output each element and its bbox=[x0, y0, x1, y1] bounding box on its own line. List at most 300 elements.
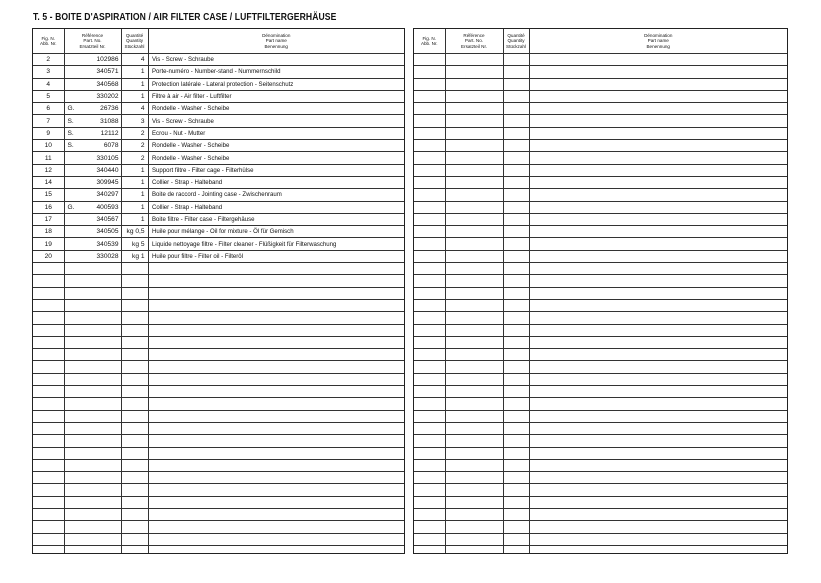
cell-fig bbox=[414, 459, 445, 471]
cell-reference: G. 26736 bbox=[64, 103, 121, 115]
cell-quantity bbox=[503, 410, 529, 422]
cell-denomination bbox=[148, 459, 404, 471]
cell-quantity bbox=[503, 226, 529, 238]
cell-fig bbox=[33, 336, 64, 348]
table-row bbox=[33, 164, 404, 176]
table-row bbox=[33, 140, 404, 152]
cell-denomination: Vis - Screw - Schraube bbox=[148, 54, 404, 66]
cell-fig bbox=[414, 484, 445, 496]
cell-fig bbox=[414, 398, 445, 410]
cell-quantity bbox=[503, 422, 529, 434]
cell-denomination bbox=[529, 336, 787, 348]
table-header-row bbox=[33, 29, 404, 54]
table-row-empty bbox=[414, 176, 787, 188]
table-row-empty bbox=[414, 447, 787, 459]
table-row-empty bbox=[414, 103, 787, 115]
table-row-empty bbox=[414, 201, 787, 213]
cell-reference bbox=[64, 349, 121, 361]
cell-fig bbox=[414, 66, 445, 78]
table-row-empty bbox=[33, 312, 404, 324]
table-row-empty bbox=[33, 447, 404, 459]
table-row-empty bbox=[33, 508, 404, 520]
cell-quantity: 2 bbox=[121, 127, 148, 139]
cell-fig bbox=[414, 496, 445, 508]
cell-quantity bbox=[503, 250, 529, 262]
cell-quantity bbox=[121, 447, 148, 459]
cell-quantity bbox=[503, 349, 529, 361]
table-row-empty bbox=[414, 275, 787, 287]
cell-quantity bbox=[503, 115, 529, 127]
table-row-empty bbox=[33, 324, 404, 336]
cell-reference bbox=[445, 201, 503, 213]
table-row-empty bbox=[33, 398, 404, 410]
cell-quantity bbox=[121, 263, 148, 275]
cell-denomination bbox=[529, 324, 787, 336]
cell-denomination bbox=[148, 435, 404, 447]
parts-table-left bbox=[33, 29, 404, 554]
cell-fig: 19 bbox=[33, 238, 64, 250]
cell-quantity bbox=[503, 263, 529, 275]
cell-reference bbox=[445, 115, 503, 127]
cell-reference bbox=[64, 508, 121, 520]
cell-reference bbox=[445, 250, 503, 262]
table-row-empty bbox=[414, 472, 787, 484]
table-row-empty bbox=[414, 140, 787, 152]
cell-reference bbox=[64, 447, 121, 459]
cell-denomination bbox=[148, 496, 404, 508]
cell-denomination bbox=[148, 410, 404, 422]
cell-denomination: Huile pour mélange - Oil for mixture - Öl für Gemisch bbox=[148, 226, 404, 238]
cell-fig: 12 bbox=[33, 164, 64, 176]
cell-quantity bbox=[503, 152, 529, 164]
cell-reference bbox=[445, 103, 503, 115]
cell-denomination bbox=[529, 90, 787, 102]
cell-quantity bbox=[503, 447, 529, 459]
column-header-fig: Fig. N. Abb. Nr. bbox=[414, 29, 445, 54]
cell-denomination: Collier - Strap - Halteband bbox=[148, 176, 404, 188]
table-row-empty bbox=[414, 398, 787, 410]
table-row-empty bbox=[414, 496, 787, 508]
table-row-empty bbox=[414, 66, 787, 78]
cell-denomination bbox=[529, 484, 787, 496]
cell-denomination bbox=[529, 275, 787, 287]
cell-denomination bbox=[148, 422, 404, 434]
table-row-empty bbox=[414, 373, 787, 385]
cell-reference bbox=[445, 238, 503, 250]
table-row-empty bbox=[414, 287, 787, 299]
cell-fig bbox=[414, 250, 445, 262]
table-row-empty bbox=[414, 54, 787, 66]
cell-denomination bbox=[529, 545, 787, 554]
cell-reference bbox=[64, 545, 121, 554]
cell-quantity bbox=[121, 398, 148, 410]
cell-fig bbox=[414, 275, 445, 287]
table-row-empty bbox=[33, 410, 404, 422]
cell-quantity bbox=[503, 386, 529, 398]
table-row-empty bbox=[33, 459, 404, 471]
cell-fig bbox=[414, 336, 445, 348]
cell-quantity bbox=[503, 496, 529, 508]
table-row-empty bbox=[33, 484, 404, 496]
cell-fig bbox=[33, 533, 64, 545]
cell-fig: 11 bbox=[33, 152, 64, 164]
cell-quantity bbox=[503, 336, 529, 348]
cell-denomination: Collier - Strap - Halteband bbox=[148, 201, 404, 213]
cell-fig bbox=[33, 361, 64, 373]
cell-reference bbox=[64, 435, 121, 447]
table-row-empty bbox=[414, 299, 787, 311]
cell-quantity bbox=[503, 213, 529, 225]
cell-denomination bbox=[529, 238, 787, 250]
table-row bbox=[33, 189, 404, 201]
cell-denomination: Liquide nettoyage filtre - Filter cleaner - Flüßigkeit für Filterwaschung bbox=[148, 238, 404, 250]
cell-quantity bbox=[121, 324, 148, 336]
cell-reference bbox=[64, 336, 121, 348]
cell-fig bbox=[33, 373, 64, 385]
cell-fig: 16 bbox=[33, 201, 64, 213]
cell-quantity bbox=[503, 238, 529, 250]
table-row-empty bbox=[414, 115, 787, 127]
cell-quantity bbox=[503, 127, 529, 139]
table-row bbox=[33, 176, 404, 188]
table-row-empty bbox=[414, 349, 787, 361]
cell-quantity bbox=[121, 336, 148, 348]
cell-denomination bbox=[529, 386, 787, 398]
cell-reference: 340297 bbox=[64, 189, 121, 201]
cell-denomination bbox=[529, 349, 787, 361]
cell-quantity bbox=[121, 299, 148, 311]
cell-quantity bbox=[503, 189, 529, 201]
cell-fig: 5 bbox=[33, 90, 64, 102]
cell-fig: 18 bbox=[33, 226, 64, 238]
cell-reference bbox=[64, 496, 121, 508]
cell-reference bbox=[445, 484, 503, 496]
table-row bbox=[33, 54, 404, 66]
cell-quantity bbox=[121, 386, 148, 398]
cell-denomination bbox=[148, 545, 404, 554]
cell-quantity: kg 5 bbox=[121, 238, 148, 250]
cell-quantity bbox=[503, 140, 529, 152]
cell-reference bbox=[445, 78, 503, 90]
table-row-empty bbox=[414, 533, 787, 545]
cell-fig bbox=[33, 496, 64, 508]
cell-fig bbox=[33, 435, 64, 447]
cell-denomination bbox=[529, 398, 787, 410]
cell-fig bbox=[414, 54, 445, 66]
cell-reference bbox=[64, 275, 121, 287]
cell-reference: 102986 bbox=[64, 54, 121, 66]
cell-fig bbox=[414, 521, 445, 533]
cell-reference bbox=[445, 533, 503, 545]
cell-reference bbox=[445, 213, 503, 225]
cell-denomination bbox=[529, 103, 787, 115]
cell-fig bbox=[414, 435, 445, 447]
cell-fig: 6 bbox=[33, 103, 64, 115]
cell-quantity: 1 bbox=[121, 90, 148, 102]
cell-reference bbox=[64, 299, 121, 311]
cell-denomination: Huile pour filtre - Filter oil - Filteröl bbox=[148, 250, 404, 262]
table-row-empty bbox=[414, 164, 787, 176]
cell-quantity bbox=[503, 54, 529, 66]
table-row-empty bbox=[414, 226, 787, 238]
cell-denomination bbox=[148, 386, 404, 398]
cell-reference bbox=[64, 459, 121, 471]
cell-reference bbox=[445, 361, 503, 373]
cell-denomination: Filtre à air - Air filter - Luftfilter bbox=[148, 90, 404, 102]
column-header-denomination: Dénomination Part name Benennung bbox=[148, 29, 404, 54]
cell-fig bbox=[414, 78, 445, 90]
cell-reference bbox=[445, 140, 503, 152]
cell-denomination bbox=[529, 201, 787, 213]
cell-quantity bbox=[121, 484, 148, 496]
cell-denomination bbox=[529, 226, 787, 238]
cell-quantity: 2 bbox=[121, 152, 148, 164]
cell-fig bbox=[414, 422, 445, 434]
cell-quantity: 3 bbox=[121, 115, 148, 127]
cell-fig: 9 bbox=[33, 127, 64, 139]
cell-fig bbox=[414, 152, 445, 164]
cell-denomination bbox=[148, 508, 404, 520]
cell-reference: 340539 bbox=[64, 238, 121, 250]
cell-reference bbox=[64, 361, 121, 373]
cell-reference bbox=[64, 410, 121, 422]
table-row bbox=[33, 152, 404, 164]
cell-denomination bbox=[529, 127, 787, 139]
cell-quantity bbox=[503, 176, 529, 188]
table-row-empty bbox=[414, 361, 787, 373]
cell-quantity bbox=[121, 287, 148, 299]
column-header-quantity: Quantité Quantity Stückzahl bbox=[121, 29, 148, 54]
cell-quantity bbox=[503, 435, 529, 447]
cell-quantity: 2 bbox=[121, 140, 148, 152]
cell-fig bbox=[414, 201, 445, 213]
cell-quantity bbox=[503, 201, 529, 213]
cell-denomination bbox=[529, 496, 787, 508]
cell-reference bbox=[64, 373, 121, 385]
table-row-empty bbox=[33, 386, 404, 398]
table-row bbox=[33, 103, 404, 115]
cell-quantity bbox=[121, 349, 148, 361]
cell-reference bbox=[445, 164, 503, 176]
cell-quantity bbox=[503, 472, 529, 484]
cell-quantity bbox=[503, 508, 529, 520]
cell-fig: 20 bbox=[33, 250, 64, 262]
column-header-reference: Référence Part. No. Ersatzteil Nr. bbox=[64, 29, 121, 54]
cell-denomination bbox=[529, 447, 787, 459]
cell-fig bbox=[414, 115, 445, 127]
cell-denomination bbox=[148, 287, 404, 299]
cell-fig bbox=[414, 189, 445, 201]
cell-reference bbox=[445, 152, 503, 164]
cell-quantity bbox=[503, 373, 529, 385]
cell-fig bbox=[414, 324, 445, 336]
table-row-empty bbox=[414, 336, 787, 348]
cell-denomination bbox=[529, 435, 787, 447]
cell-denomination bbox=[529, 213, 787, 225]
cell-denomination bbox=[148, 533, 404, 545]
cell-fig bbox=[33, 410, 64, 422]
cell-fig bbox=[414, 226, 445, 238]
table-row-empty bbox=[33, 472, 404, 484]
cell-denomination bbox=[148, 398, 404, 410]
cell-reference bbox=[445, 398, 503, 410]
cell-reference bbox=[445, 324, 503, 336]
cell-reference: 330202 bbox=[64, 90, 121, 102]
cell-reference bbox=[445, 54, 503, 66]
cell-denomination bbox=[148, 299, 404, 311]
cell-denomination bbox=[529, 299, 787, 311]
table-row-empty bbox=[414, 545, 787, 554]
table-row-empty bbox=[33, 545, 404, 554]
table-row-empty bbox=[33, 263, 404, 275]
cell-reference bbox=[64, 287, 121, 299]
cell-reference: S. 31088 bbox=[64, 115, 121, 127]
cell-quantity bbox=[121, 373, 148, 385]
cell-denomination bbox=[529, 287, 787, 299]
table-row-empty bbox=[414, 435, 787, 447]
cell-quantity bbox=[503, 299, 529, 311]
cell-fig bbox=[414, 140, 445, 152]
table-row-empty bbox=[33, 373, 404, 385]
cell-fig bbox=[33, 459, 64, 471]
cell-reference bbox=[445, 373, 503, 385]
table-row-empty bbox=[33, 287, 404, 299]
cell-quantity: 1 bbox=[121, 164, 148, 176]
cell-reference bbox=[64, 386, 121, 398]
table-row bbox=[33, 201, 404, 213]
cell-quantity bbox=[503, 533, 529, 545]
cell-quantity bbox=[121, 459, 148, 471]
cell-quantity bbox=[503, 287, 529, 299]
cell-reference bbox=[64, 324, 121, 336]
cell-fig bbox=[414, 373, 445, 385]
cell-quantity bbox=[121, 435, 148, 447]
table-row-empty bbox=[414, 78, 787, 90]
cell-reference bbox=[445, 127, 503, 139]
cell-denomination bbox=[529, 152, 787, 164]
cell-quantity bbox=[503, 361, 529, 373]
cell-denomination bbox=[148, 447, 404, 459]
cell-reference bbox=[64, 472, 121, 484]
cell-reference bbox=[445, 545, 503, 554]
table-row-empty bbox=[33, 496, 404, 508]
cell-fig bbox=[33, 312, 64, 324]
cell-quantity: 1 bbox=[121, 213, 148, 225]
cell-fig bbox=[33, 275, 64, 287]
cell-quantity: kg 1 bbox=[121, 250, 148, 262]
cell-fig bbox=[33, 484, 64, 496]
cell-reference bbox=[445, 508, 503, 520]
cell-fig bbox=[33, 545, 64, 554]
cell-fig bbox=[414, 164, 445, 176]
cell-denomination: Boite filtre - Filter case - Filtergehäuse bbox=[148, 213, 404, 225]
cell-reference bbox=[445, 386, 503, 398]
cell-fig bbox=[33, 349, 64, 361]
table-header-row bbox=[414, 29, 787, 54]
cell-fig bbox=[414, 238, 445, 250]
cell-reference bbox=[445, 521, 503, 533]
cell-reference bbox=[64, 312, 121, 324]
cell-reference bbox=[445, 287, 503, 299]
cell-denomination bbox=[148, 521, 404, 533]
cell-reference bbox=[445, 299, 503, 311]
cell-reference: S. 12112 bbox=[64, 127, 121, 139]
cell-quantity bbox=[121, 496, 148, 508]
column-header-reference: Référence Part. No. Ersatzteil Nr. bbox=[445, 29, 503, 54]
cell-reference bbox=[445, 189, 503, 201]
parts-table-right-panel bbox=[413, 28, 788, 554]
column-header-denomination: Dénomination Part name Benennung bbox=[529, 29, 787, 54]
cell-fig bbox=[33, 472, 64, 484]
cell-quantity bbox=[121, 361, 148, 373]
cell-denomination: Ecrou - Nut - Mutter bbox=[148, 127, 404, 139]
cell-fig bbox=[414, 287, 445, 299]
cell-reference bbox=[445, 472, 503, 484]
cell-denomination bbox=[529, 54, 787, 66]
cell-quantity bbox=[121, 275, 148, 287]
cell-fig bbox=[414, 472, 445, 484]
cell-reference bbox=[445, 459, 503, 471]
table-row bbox=[33, 226, 404, 238]
cell-reference bbox=[445, 496, 503, 508]
cell-denomination bbox=[529, 373, 787, 385]
cell-reference: G. 400593 bbox=[64, 201, 121, 213]
cell-quantity bbox=[121, 312, 148, 324]
cell-fig bbox=[414, 545, 445, 554]
cell-denomination bbox=[529, 263, 787, 275]
page-title: T. 5 - BOITE D'ASPIRATION / AIR FILTER CASE / LUFTFILTERGERHÄUSE bbox=[33, 12, 337, 23]
cell-fig bbox=[33, 422, 64, 434]
cell-fig: 4 bbox=[33, 78, 64, 90]
cell-fig bbox=[414, 349, 445, 361]
table-row-empty bbox=[33, 422, 404, 434]
cell-reference bbox=[445, 312, 503, 324]
cell-denomination bbox=[529, 164, 787, 176]
cell-reference bbox=[445, 275, 503, 287]
cell-quantity bbox=[503, 521, 529, 533]
table-row-empty bbox=[414, 422, 787, 434]
table-row bbox=[33, 250, 404, 262]
table-row-empty bbox=[414, 312, 787, 324]
cell-fig bbox=[33, 508, 64, 520]
cell-quantity: 1 bbox=[121, 66, 148, 78]
cell-quantity bbox=[121, 545, 148, 554]
cell-fig bbox=[33, 521, 64, 533]
cell-fig bbox=[414, 508, 445, 520]
table-row-empty bbox=[414, 213, 787, 225]
table-row-empty bbox=[33, 275, 404, 287]
cell-denomination: Porte-numéro - Number-stand - Nummernschild bbox=[148, 66, 404, 78]
cell-reference: S. 6078 bbox=[64, 140, 121, 152]
cell-quantity: 4 bbox=[121, 54, 148, 66]
cell-denomination: Rondelle - Washer - Scheibe bbox=[148, 103, 404, 115]
cell-reference bbox=[64, 263, 121, 275]
cell-reference bbox=[445, 336, 503, 348]
cell-reference bbox=[445, 66, 503, 78]
table-row-empty bbox=[33, 299, 404, 311]
cell-denomination bbox=[148, 361, 404, 373]
cell-quantity bbox=[503, 312, 529, 324]
cell-reference bbox=[445, 90, 503, 102]
cell-fig bbox=[33, 398, 64, 410]
table-row bbox=[33, 238, 404, 250]
table-row bbox=[33, 78, 404, 90]
cell-quantity: 1 bbox=[121, 201, 148, 213]
cell-fig bbox=[414, 361, 445, 373]
cell-reference: 340568 bbox=[64, 78, 121, 90]
cell-fig bbox=[33, 263, 64, 275]
cell-reference bbox=[445, 176, 503, 188]
